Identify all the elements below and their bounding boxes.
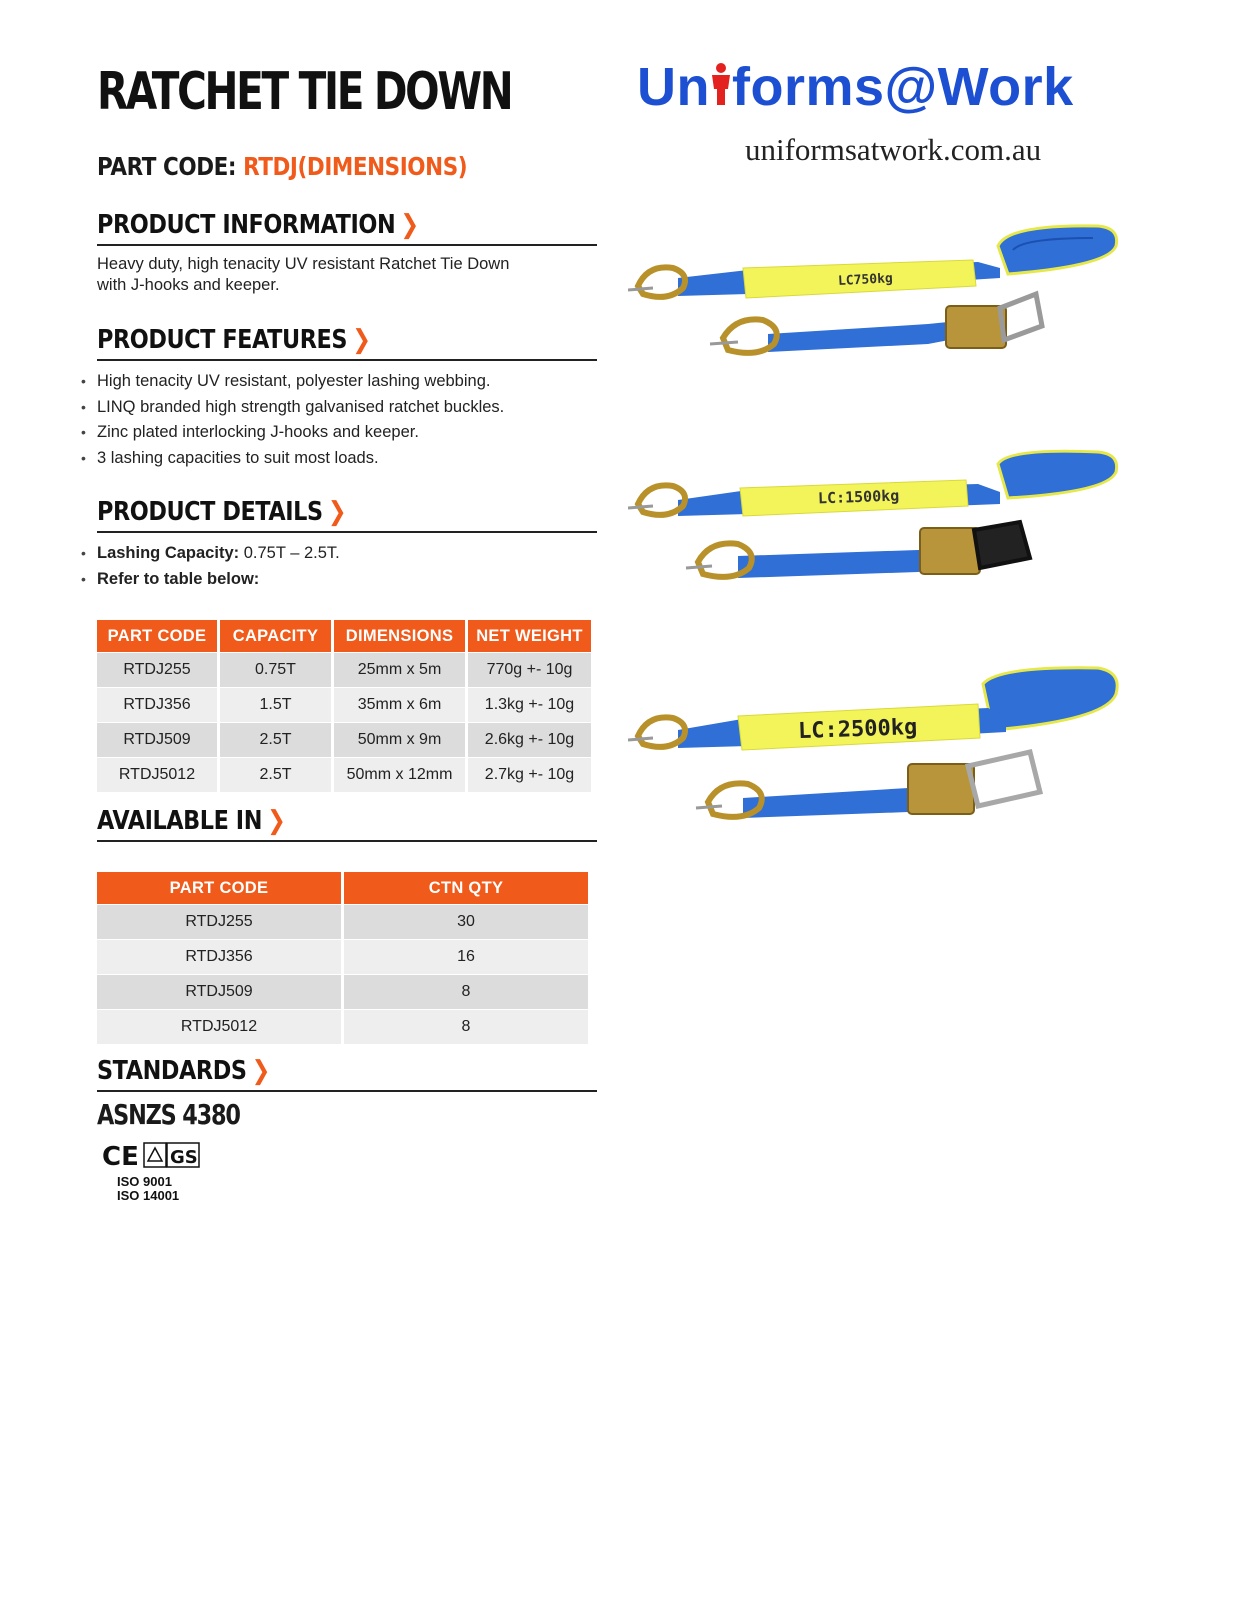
list-item: • High tenacity UV resistant, polyester lashing webbing. [97, 369, 597, 395]
table-row [97, 652, 591, 687]
table-cell: RTDJ255 [97, 652, 217, 687]
table-cell: RTDJ5012 [97, 1009, 341, 1044]
chevron-right-icon: ❯ [267, 806, 286, 836]
table-cell: 770g +- 10g [468, 652, 591, 687]
logo-text-start: Un [637, 57, 710, 117]
logo-text-end: forms@Work [731, 57, 1074, 117]
divider [97, 1090, 597, 1092]
table-cell: 1.5T [220, 687, 331, 722]
table-cell: RTDJ509 [97, 722, 217, 757]
table-cell: 8 [344, 1009, 588, 1044]
product-image-750 [628, 216, 1123, 376]
divider [97, 244, 597, 246]
capacity-label: LC:1500kg [817, 486, 900, 508]
ratchet-strap-image [628, 662, 1123, 827]
section-standards [97, 1054, 597, 1092]
chevron-right-icon: ❯ [251, 1056, 270, 1086]
table-cell: 50mm x 12mm [334, 757, 465, 792]
table-row [97, 1009, 588, 1044]
iso-9001: ISO 9001 [117, 1174, 172, 1189]
table-cell: RTDJ509 [97, 974, 341, 1009]
table-cell: 2.6kg +- 10g [468, 722, 591, 757]
column-header: CTN QTY [344, 872, 588, 904]
section-heading: PRODUCT FEATURES ❯ [97, 325, 371, 355]
certification-marks [100, 1139, 210, 1178]
table-row [97, 687, 591, 722]
column-header: CAPACITY [220, 620, 331, 652]
table-cell: 1.3kg +- 10g [468, 687, 591, 722]
column-header: PART CODE [97, 620, 217, 652]
ce-mark-icon [100, 1139, 210, 1173]
table-cell: 30 [344, 904, 588, 939]
list-item: • Refer to table below: [97, 567, 597, 593]
feature-list [97, 369, 597, 471]
divider [97, 531, 597, 533]
section-product-features [97, 323, 597, 471]
table-cell: 35mm x 6m [334, 687, 465, 722]
table-row [97, 757, 591, 792]
part-code-label: PART CODE: [97, 152, 237, 181]
part-code [97, 152, 467, 181]
table-cell: RTDJ5012 [97, 757, 217, 792]
product-image-2500 [628, 662, 1123, 832]
section-heading: PRODUCT INFORMATION ❯ [97, 210, 419, 240]
column-header: NET WEIGHT [468, 620, 591, 652]
table-cell: 50mm x 9m [334, 722, 465, 757]
table-cell: 16 [344, 939, 588, 974]
capacity-label: LC:2500kg [797, 714, 918, 745]
chevron-right-icon: ❯ [400, 210, 419, 240]
list-item: • 3 lashing capacities to suit most loads. [97, 446, 597, 472]
column-header: PART CODE [97, 872, 341, 904]
iso-14001: ISO 14001 [117, 1188, 180, 1203]
divider [97, 359, 597, 361]
part-code-value: RTDJ(DIMENSIONS) [243, 152, 468, 181]
details-table [94, 620, 594, 792]
table-row [97, 974, 588, 1009]
list-item: • Lashing Capacity: 0.75T – 2.5T. [97, 541, 597, 567]
ratchet-strap-image [628, 216, 1123, 371]
svg-text:CE: CE [102, 1142, 139, 1172]
available-in-table [94, 872, 591, 1044]
ratchet-strap-image [628, 448, 1123, 588]
table-cell: 2.5T [220, 757, 331, 792]
chevron-right-icon: ❯ [327, 497, 347, 527]
table-cell: RTDJ356 [97, 939, 341, 974]
brand-logo[interactable] [637, 56, 1074, 118]
table-cell: 2.7kg +- 10g [468, 757, 591, 792]
table-cell: 0.75T [220, 652, 331, 687]
section-heading: AVAILABLE IN ❯ [97, 806, 286, 836]
column-header: DIMENSIONS [334, 620, 465, 652]
gs-mark-icon: GS [170, 1147, 198, 1168]
list-item: • LINQ branded high strength galvanised ratchet buckles. [97, 395, 597, 421]
product-information-text: Heavy duty, high tenacity UV resistant Ratchet Tie Down with J-hooks and keeper. [97, 255, 510, 294]
person-icon [710, 56, 732, 118]
website-link[interactable]: uniformsatwork.com.au [745, 132, 1042, 167]
page-title: RATCHET TIE DOWN [97, 62, 512, 122]
table-cell: 2.5T [220, 722, 331, 757]
chevron-right-icon: ❯ [352, 325, 371, 355]
product-image-1500 [628, 448, 1123, 593]
table-row [97, 722, 591, 757]
section-product-information [97, 208, 597, 296]
table-cell: RTDJ356 [97, 687, 217, 722]
list-item: • Zinc plated interlocking J-hooks and keeper. [97, 420, 597, 446]
table-row [97, 904, 588, 939]
capacity-label: LC750kg [837, 271, 894, 290]
table-row [97, 939, 588, 974]
table-cell: RTDJ255 [97, 904, 341, 939]
section-available-in [97, 804, 597, 842]
divider [97, 840, 597, 842]
section-product-details [97, 495, 597, 592]
standard-code: ASNZS 4380 [97, 1098, 240, 1131]
section-heading: PRODUCT DETAILS ❯ [97, 497, 347, 527]
table-cell: 8 [344, 974, 588, 1009]
section-heading: STANDARDS ❯ [97, 1056, 270, 1086]
table-cell: 25mm x 5m [334, 652, 465, 687]
details-list [97, 541, 597, 592]
